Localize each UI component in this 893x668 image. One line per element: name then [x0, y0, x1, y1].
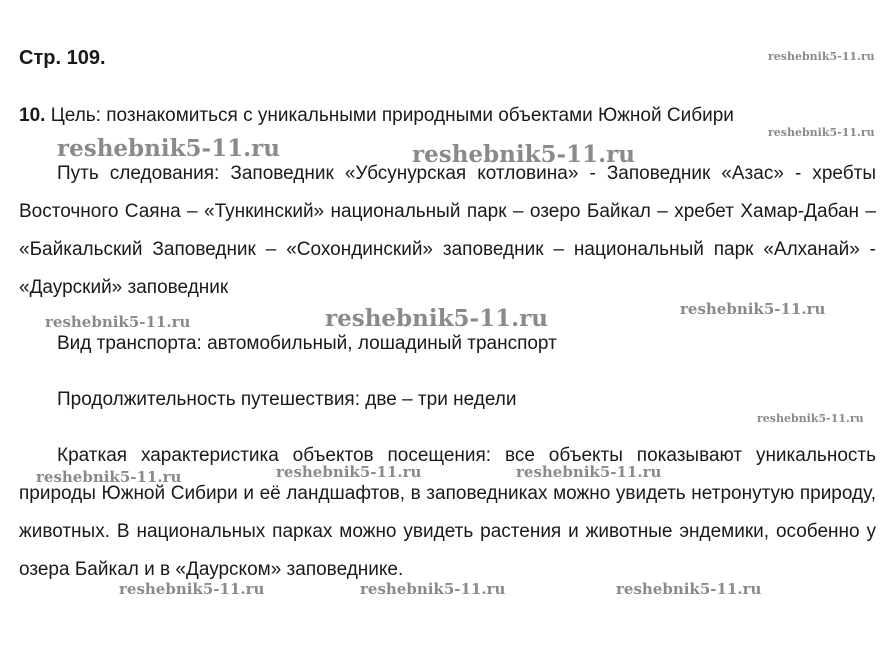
transport-paragraph: Вид транспорта: автомобильный, лошадиный транспорт — [57, 333, 557, 354]
task-number: 10. — [19, 105, 46, 126]
watermark: reshebnik5-11.ru — [757, 412, 864, 425]
task-goal: Цель: познакомиться с уникальными природными объектами Южной Сибири — [50, 105, 734, 126]
watermark: reshebnik5-11.ru — [276, 463, 422, 481]
watermark: reshebnik5-11.ru — [36, 468, 182, 486]
watermark: reshebnik5-11.ru — [119, 580, 265, 598]
watermark: reshebnik5-11.ru — [412, 141, 635, 168]
watermark: reshebnik5-11.ru — [680, 300, 826, 318]
watermark: reshebnik5-11.ru — [360, 580, 506, 598]
summary-paragraph: Краткая характеристика объектов посещения: все объекты показывают уникальность природы Южной Сибири и её ландшафтов, в заповедниках можно увидеть нетронутую природу, животных. В национальных парках можно увидеть растения и животные эндемики, особенно у озера Байкал и в «Даурском» заповеднике. — [19, 445, 876, 580]
watermark: reshebnik5-11.ru — [516, 463, 662, 481]
watermark: reshebnik5-11.ru — [616, 580, 762, 598]
watermark: reshebnik5-11.ru — [57, 135, 280, 162]
task-goal-line — [19, 97, 876, 135]
route-paragraph: Путь следования: Заповедник «Убсунурская котловина» - Заповедник «Азас» - хребты Восточного Саяна – «Тункинский» национальный парк – озеро Байкал – хребет Хамар-Дабан – «Байкальский Заповедник – «Сохондинский» заповедник – национальный парк «Алханай» - «Даурский» заповедник — [19, 163, 876, 298]
watermark: reshebnik5-11.ru — [768, 126, 875, 139]
watermark: reshebnik5-11.ru — [768, 50, 875, 63]
duration-paragraph: Продолжительность путешествия: две – три недели — [57, 389, 517, 410]
watermark: reshebnik5-11.ru — [45, 313, 191, 331]
page-heading: Стр. 109. — [19, 47, 106, 69]
watermark: reshebnik5-11.ru — [325, 305, 548, 332]
